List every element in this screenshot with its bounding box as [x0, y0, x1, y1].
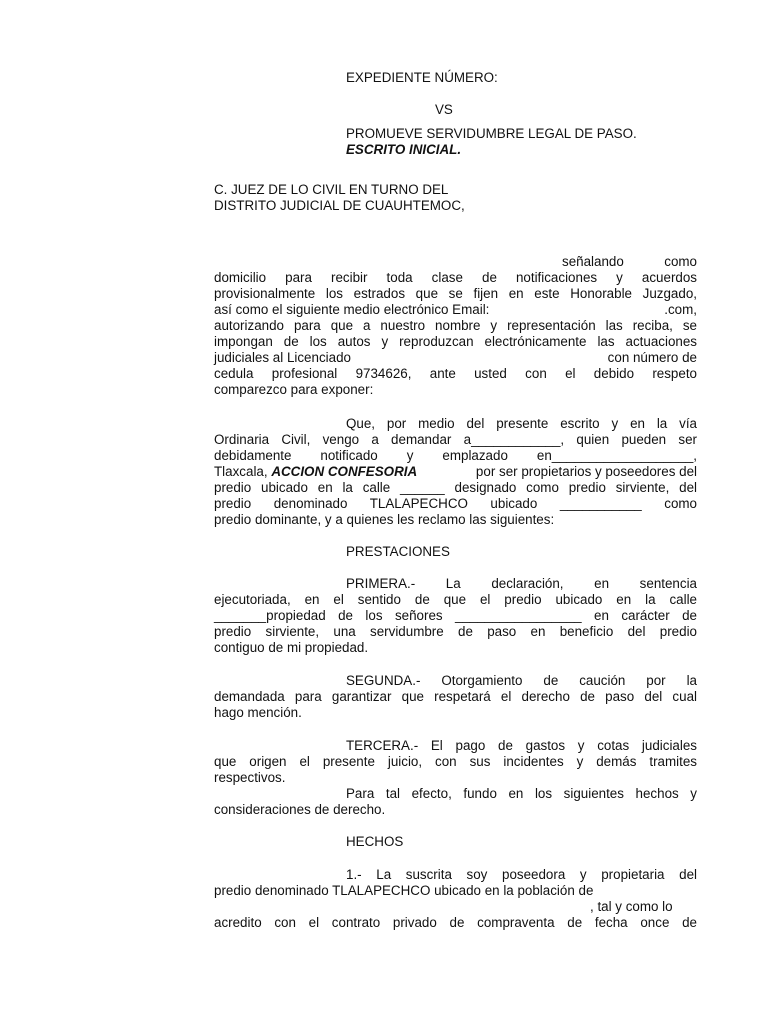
intro-email-label: así como el siguiente medio electrónico Email:	[214, 302, 490, 317]
demand-line-4	[214, 464, 697, 480]
efecto-line-1: Para tal efecto, fundo en los siguientes hechos y	[346, 786, 697, 801]
segunda-line-1: SEGUNDA.- Otorgamiento de caución por la	[346, 673, 697, 688]
hecho-1-line-4: acredito con el contrato privado de compraventa de fecha once de	[214, 915, 697, 930]
intro-line-6: impongan de los autos y reproduzcan electrónicamente las actuaciones	[214, 334, 697, 349]
intro-email-domain: .com,	[664, 302, 697, 317]
addressee-line-1: C. JUEZ DE LO CIVIL EN TURNO DEL	[214, 182, 449, 197]
accion-confesoria: ACCION CONFESORIA	[271, 464, 418, 479]
intro-line-1	[562, 254, 697, 270]
intro-line-7	[214, 350, 697, 366]
demand-propietarios: por ser propietarios y poseedores del	[475, 464, 697, 479]
promueve-line: PROMUEVE SERVIDUMBRE LEGAL DE PASO.	[346, 126, 637, 141]
tercera-line-1: TERCERA.- El pago de gastos y cotas judiciales	[346, 738, 697, 753]
addressee-line-2: DISTRITO JUDICIAL DE CUAUHTEMOC,	[214, 198, 465, 213]
tercera-line-3: respectivos.	[214, 770, 286, 785]
primera-line-2: ejecutoriada, en el sentido de que el predio ubicado en la calle	[214, 592, 697, 607]
primera-line-3: _______propiedad de los señores _________________ en carácter de	[214, 608, 697, 623]
prestaciones-heading: PRESTACIONES	[346, 544, 450, 559]
intro-numero: con número de	[607, 350, 697, 365]
demand-line-6: predio denominado TLALAPECHCO ubicado ___________ como	[214, 496, 697, 511]
intro-line-3: provisionalmente los estrados que se fijen en este Honorable Juzgado,	[214, 286, 697, 301]
demand-line-1: Que, por medio del presente escrito y en la vía	[346, 416, 697, 431]
efecto-line-2: consideraciones de derecho.	[214, 802, 386, 817]
expediente-label: EXPEDIENTE NÚMERO:	[346, 70, 498, 85]
hecho-1-line-1: 1.- La suscrita soy poseedora y propietaria del	[346, 867, 697, 882]
demand-line-7: predio dominante, y a quienes les reclamo las siguientes:	[214, 512, 555, 527]
intro-line-2: domicilio para recibir toda clase de notificaciones y acuerdos	[214, 270, 697, 285]
intro-line-5: autorizando para que a nuestro nombre y representación las reciba, se	[214, 318, 697, 333]
demand-line-3: debidamente notificado y emplazado en___________________,	[214, 448, 697, 463]
intro-line-8: cedula profesional 9734626, ante usted con el debido respeto	[214, 366, 697, 381]
demand-line-2: Ordinaria Civil, vengo a demandar a____________, quien pueden ser	[214, 432, 697, 447]
segunda-line-3: hago mención.	[214, 705, 302, 720]
tercera-line-2: que origen el presente juicio, con sus incidentes y demás tramites	[214, 754, 697, 769]
demand-tlaxcala: Tlaxcala, ACCION CONFESORIA	[214, 464, 418, 479]
vs-label: VS	[435, 102, 453, 117]
hechos-heading: HECHOS	[346, 834, 404, 849]
escrito-inicial-title: ESCRITO INICIAL.	[346, 142, 462, 157]
segunda-line-2: demandada para garantizar que respetará el derecho de paso del cual	[214, 689, 697, 704]
primera-line-4: predio sirviente, una servidumbre de paso en beneficio del predio	[214, 624, 697, 639]
intro-word-senalando: señalando	[562, 254, 624, 269]
primera-line-5: contiguo de mi propiedad.	[214, 640, 369, 655]
hecho-1-line-3: , tal y como lo	[590, 899, 673, 914]
intro-licenciado: judiciales al Licenciado	[214, 350, 351, 365]
demand-line-5: predio ubicado en la calle ______ designado como predio sirviente, del	[214, 480, 697, 495]
intro-line-4	[214, 302, 697, 318]
primera-line-1: PRIMERA.- La declaración, en sentencia	[346, 576, 697, 591]
hecho-1-line-2: predio denominado TLALAPECHCO ubicado en la población de	[214, 883, 594, 898]
intro-word-como: como	[664, 254, 697, 269]
intro-line-9: comparezco para exponer:	[214, 382, 374, 397]
